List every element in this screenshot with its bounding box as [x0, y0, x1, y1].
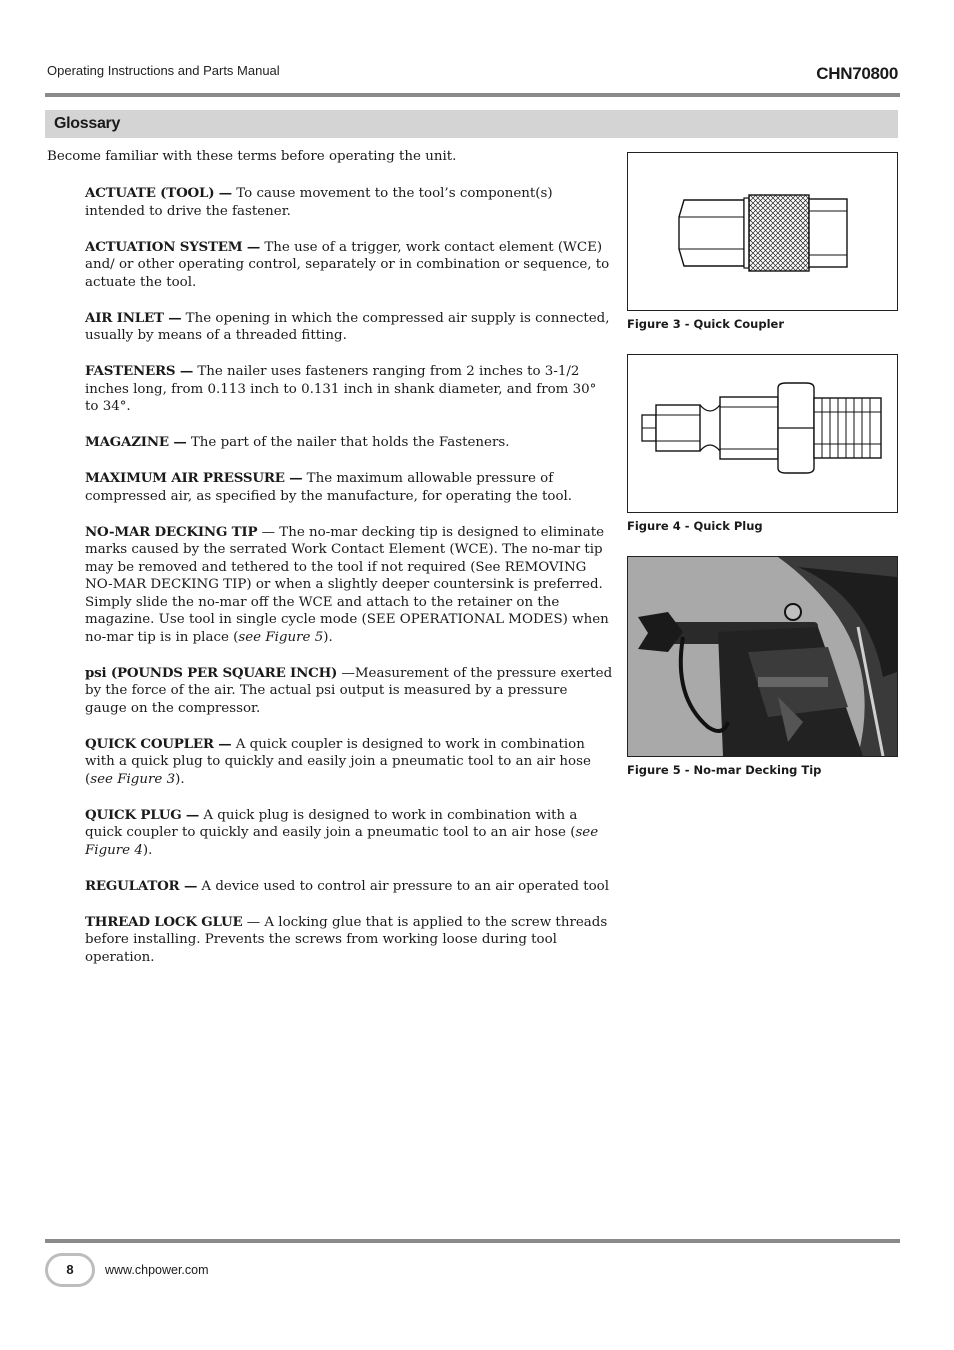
- term-label: QUICK COUPLER —: [85, 735, 232, 752]
- figure-reference: see Figure 5: [238, 629, 324, 645]
- website-link[interactable]: www.chpower.com: [105, 1263, 209, 1277]
- glossary-entry-fasteners: [85, 363, 613, 416]
- term-definition: The nailer uses fasteners ranging from 2 inches to 3-1/2 inches long, from 0.113 inch to 0.131 inch in shank diameter, and from 30° to 34°.: [85, 364, 597, 414]
- figure-5-no-mar-tip-photo: [627, 556, 898, 757]
- term-label: FASTENERS —: [85, 363, 194, 379]
- quick-plug-drawing: [628, 355, 897, 512]
- term-definition: A quick plug is designed to work in combination with a quick coupler to quickly and easily join a pneumatic tool to an air hose (: [85, 807, 578, 840]
- term-label: AIR INLET —: [85, 309, 182, 326]
- figure-4-caption: Figure 4 - Quick Plug: [627, 519, 763, 533]
- term-definition: The opening in which the compressed air supply is connected, usually by means of a threaded fitting.: [85, 310, 610, 343]
- term-definition: A quick coupler is designed to work in combination with a quick plug to quickly and easily join a pneumatic tool to an air hose (: [85, 736, 591, 787]
- term-label: ACTUATE (TOOL) —: [85, 185, 232, 201]
- figure-reference: see Figure 4: [85, 825, 599, 858]
- figure-3-quick-coupler: [627, 152, 898, 311]
- term-definition: The part of the nailer that holds the Fasteners.: [186, 435, 510, 450]
- term-definition-tail: ).: [323, 629, 333, 645]
- term-definition: A device used to control air pressure to an air operated tool: [197, 878, 609, 894]
- term-definition: To cause movement to the tool’s component(s) intended to drive the fastener.: [85, 186, 553, 219]
- term-label: REGULATOR —: [85, 877, 198, 894]
- term-label: ACTUATION SYSTEM —: [85, 238, 261, 255]
- glossary-entry-actuation-system: [85, 239, 613, 292]
- term-label: MAXIMUM AIR PRESSURE —: [85, 470, 303, 486]
- model-number: CHN70800: [816, 64, 898, 83]
- term-label: NO-MAR DECKING TIP: [85, 523, 258, 540]
- no-mar-tip-image: [628, 557, 897, 756]
- term-definition: — The no-mar decking tip is designed to eliminate marks caused by the serrated Work Contact Element (WCE). The no-mar tip may be removed and tethered to the tool if not required (See REMOVING NO-MAR DECKING TIP) or when a slightly deeper countersink is preferred. Simply slide the no-mar off the WCE and attach to the retainer on the magazine. Use tool in single cycle mode (SEE OPERATIONAL MODES) when no-mar tip is in place (: [85, 524, 609, 645]
- glossary-entry-regulator: [85, 878, 613, 896]
- glossary-entry-magazine: [85, 434, 613, 452]
- term-label: QUICK PLUG —: [85, 806, 200, 823]
- term-label: THREAD LOCK GLUE: [85, 913, 243, 930]
- figure-3-caption: Figure 3 - Quick Coupler: [627, 317, 785, 331]
- section-title: Glossary: [54, 115, 121, 132]
- section-header-bar: [45, 110, 898, 138]
- glossary-list: [85, 185, 613, 985]
- term-label: psi (POUNDS PER SQUARE INCH): [85, 664, 338, 681]
- glossary-entry-quick-coupler: [85, 736, 613, 789]
- glossary-entry-thread-lock-glue: [85, 914, 613, 967]
- intro-text: Become familiar with these terms before operating the unit.: [47, 149, 457, 164]
- term-definition: —Measurement of the pressure exerted by the force of the air. The actual psi output is measured by a pressure gauge on the compressor.: [85, 665, 613, 716]
- glossary-entry-no-mar-tip: [85, 524, 613, 647]
- term-label: MAGAZINE —: [85, 434, 187, 450]
- term-definition-tail: ).: [175, 771, 185, 787]
- footer-rule: [45, 1239, 900, 1243]
- figure-reference: see Figure 3: [90, 771, 176, 787]
- page-number: 8: [45, 1253, 95, 1287]
- glossary-entry-max-air-pressure: [85, 470, 613, 505]
- glossary-entry-air-inlet: [85, 310, 613, 345]
- glossary-entry-actuate: [85, 185, 613, 220]
- manual-title: Operating Instructions and Parts Manual: [47, 63, 280, 78]
- glossary-entry-psi: [85, 665, 613, 718]
- figure-5-caption: Figure 5 - No-mar Decking Tip: [627, 763, 822, 777]
- figure-4-quick-plug: [627, 354, 898, 513]
- header-rule: [45, 93, 900, 97]
- term-definition: — A locking glue that is applied to the screw threads before installing. Prevents the screws from working loose during tool operation.: [85, 914, 608, 965]
- term-definition: The use of a trigger, work contact element (WCE) and/ or other operating control, separately or in combination or sequence, to actuate the tool.: [85, 239, 610, 290]
- term-definition: The maximum allowable pressure of compressed air, as specified by the manufacture, for operating the tool.: [85, 471, 573, 504]
- quick-coupler-drawing: [628, 153, 897, 310]
- glossary-entry-quick-plug: [85, 807, 613, 860]
- term-definition-tail: ).: [142, 842, 153, 858]
